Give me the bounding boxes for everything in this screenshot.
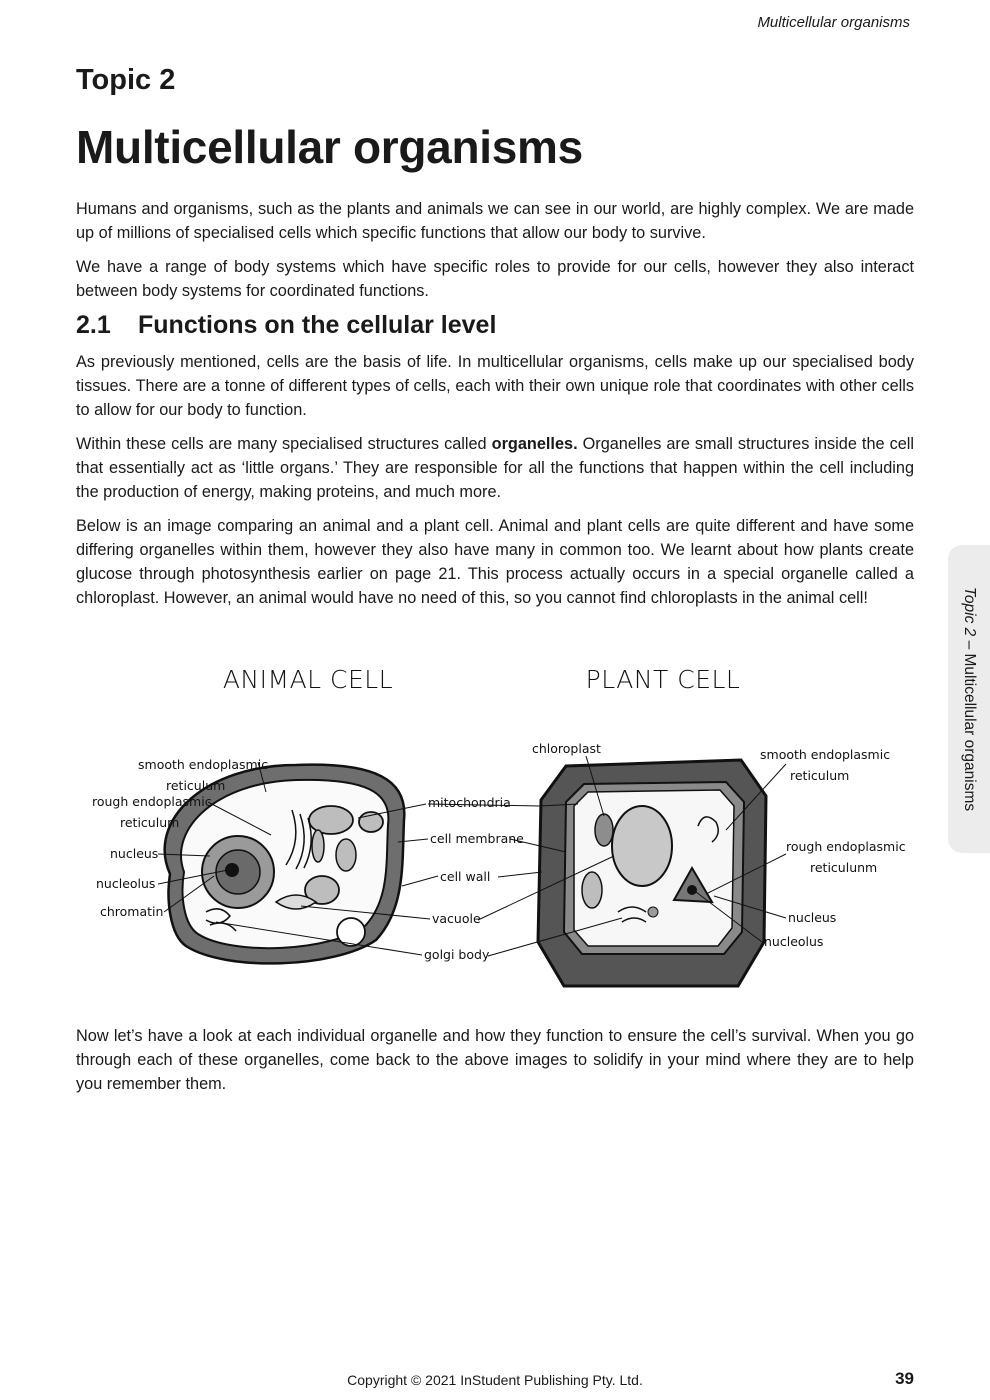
label-plant-nucleus: nucleus [788,910,837,925]
label-mitochondria: mitochondria [428,795,511,810]
label-vacuole: vacuole [432,911,481,926]
mitochondrion [312,830,324,862]
label-chloroplast: chloroplast [532,741,601,756]
label-plant-smooth-er: smooth endoplasmic [760,747,891,762]
plant-cell-illustration [538,760,766,986]
topic-label: Topic 2 [76,64,176,96]
closing-paragraph: Now let’s have a look at each individual organelle and how they function to ensure the cell’s survival. When you go through each of these organelles, come back to the above images to solidify in your mind where they are to help you remember them. [76,1027,914,1093]
label-golgi-body: golgi body [424,947,490,962]
running-header: Multicellular organisms [757,14,910,31]
section-paragraph-1: As previously mentioned, cells are the basis of life. In multicellular organisms, cells make up our specialised body tissues. There are a tonne of different types of cells, each with their own unique role that coordinates with other cells to allow for our body to function. [76,353,914,419]
side-tab-topic: Topic 2 [961,586,978,637]
intro-paragraph-2: We have a range of body systems which have specific roles to provide for our cells, however they also interact between body systems for coordinated functions. [76,258,914,300]
label-plant-nucleolus: nucleolus [764,934,824,949]
label-nucleus: nucleus [110,846,159,861]
chloroplast-shape [582,872,602,908]
side-tab-title: Multicellular organisms [961,653,978,812]
paragraph-text: Organelles are small structures inside the cell that essentially act as ‘little organs.’ They are responsible for all the functions that happen within the cell including the production of energy, making proteins, and much more. [76,435,914,501]
page-number: 39 [895,1369,914,1388]
label-cell-wall: cell wall [440,869,491,884]
footer-copyright: Copyright © 2021 InStudent Publishing Pty. Ltd. [347,1372,643,1388]
label-plant-rough-er-2: reticulunm [810,860,878,875]
plant-vacuole [612,806,672,886]
section-title: Functions on the cellular level [138,311,497,339]
mitochondrion [336,839,356,871]
organelles-term: organelles. [491,435,578,453]
side-tab [948,545,990,853]
paragraph-text: Within these cells are many specialised structures called [76,435,492,453]
intro-paragraph-1: Humans and organisms, such as the plants and animals we can see in our world, are highly complex. We are made up of millions of specialised cells which specific functions that allow our body to survive. [76,200,914,242]
label-nucleolus: nucleolus [96,876,156,891]
mitochondrion [309,806,353,834]
side-tab-label [960,587,978,811]
chloroplast-shape [595,814,613,846]
label-plant-smooth-er-2: reticulum [790,768,850,783]
section-heading [76,311,496,340]
section-paragraph-2 [76,432,914,504]
label-smooth-er: smooth endoplasmic [138,757,269,772]
label-smooth-er-2: reticulum [166,778,226,793]
animal-cell-title: ANIMAL CELL [222,665,394,694]
side-tab-separator: – [961,636,978,654]
cell-comparison-diagram [86,650,916,1010]
label-rough-er-2: reticulum [120,815,180,830]
section-number: 2.1 [76,311,111,339]
label-cell-membrane: cell membrane [430,831,524,846]
page-title: Multicellular organisms [76,121,583,173]
plant-cell-title: PLANT CELL [585,665,741,694]
label-rough-er: rough endoplasmic [92,794,212,809]
label-chromatin: chromatin [100,904,164,919]
plant-nucleolus [687,885,697,895]
section-paragraph-3: Below is an image comparing an animal and a plant cell. Animal and plant cells are quite different and have some differing organelles within them, however they also have many in common too. We learnt about how plants create glucose through photosynthesis earlier on page 21. This process actually occurs in a special organelle called a chloroplast. However, an animal would have no need of this, so you cannot find chloroplasts in the animal cell! [76,517,914,607]
label-plant-rough-er: rough endoplasmic [786,839,906,854]
plant-vesicle [648,907,658,917]
